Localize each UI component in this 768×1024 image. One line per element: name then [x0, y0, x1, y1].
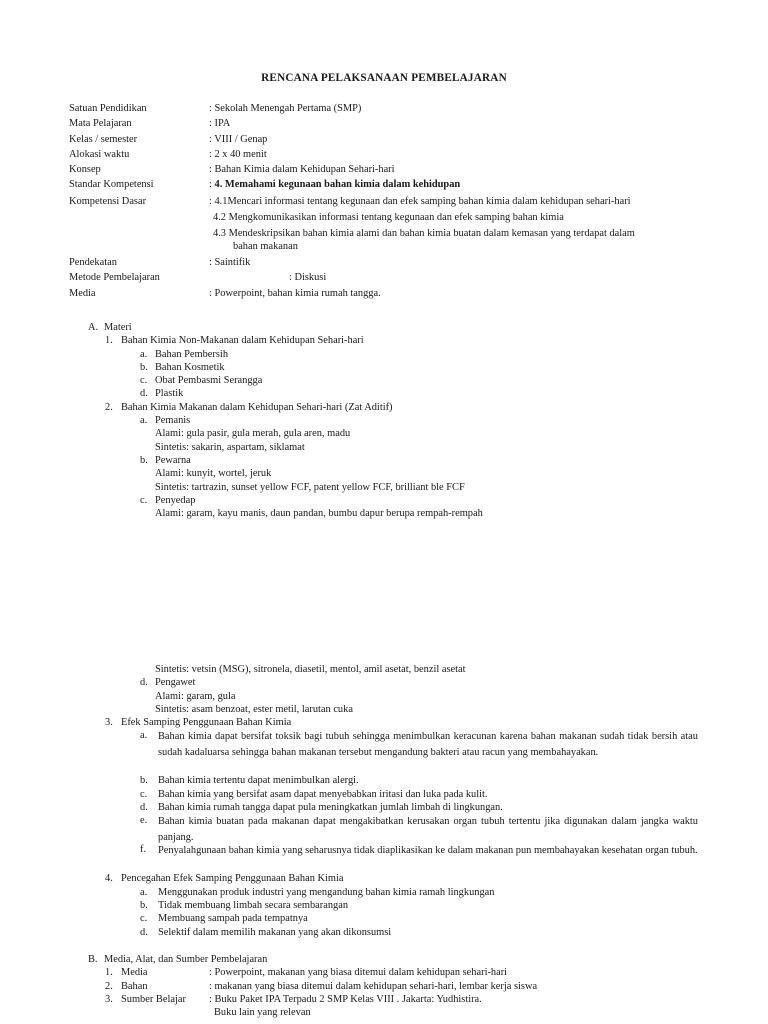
- info-row: Alokasi waktu : 2 x 40 menit: [69, 148, 267, 160]
- kd-item: 4.2 Mengkomunikasikan informasi tentang kegunaan dan efek samping bahan kimia: [213, 211, 564, 223]
- info-row: Konsep : Bahan Kimia dalam Kehidupan Sehari-hari: [69, 164, 395, 176]
- list-item: Sintetis: asam benzoat, ester metil, larutan cuka: [155, 703, 353, 715]
- list-item: 3. Efek Samping Penggunaan Bahan Kimia: [105, 717, 292, 729]
- list-item: 4. Pencegahan Efek Samping Penggunaan Bahan Kimia: [105, 873, 344, 885]
- list-item: a. Bahan Pembersih: [140, 348, 229, 360]
- info-row: Pendekatan : Saintifik: [69, 256, 251, 268]
- info-row-standar-kompetensi: Standar Kompetensi : 4. Memahami kegunaan bahan kimia dalam kehidupan: [69, 179, 461, 191]
- section-heading: A. Materi: [88, 322, 132, 333]
- info-row: Kelas / semester : VIII / Genap: [69, 133, 268, 145]
- list-item: Alami: garam, kayu manis, daun pandan, bumbu dapur berupa rempah-rempah: [155, 508, 483, 520]
- list-item: a. Bahan kimia dapat bersifat toksik bagi tubuh sehingga menimbulkan keracunan karena bahan makanan sudah tidak bersih atau sudah kadaluarsa sehingga bahan makanan tersebut mengandung bakteri atau racun yang membahayakan.: [140, 730, 698, 758]
- list-item: 3. Sumber Belajar : Buku Paket IPA Terpadu 2 SMP Kelas VIII . Jakarta: Yudhistira.: [105, 993, 482, 1005]
- kd-item-cont: bahan makanan: [233, 240, 298, 252]
- list-item: Sintetis: sakarin, aspartam, siklamat: [155, 441, 305, 453]
- section-heading: B. Media, Alat, dan Sumber Pembelajaran: [88, 954, 268, 965]
- list-item: Alami: gula pasir, gula merah, gula aren, madu: [155, 428, 351, 440]
- list-item: Alami: garam, gula: [155, 690, 236, 702]
- list-item: 1. Bahan Kimia Non-Makanan dalam Kehidupan Sehari-hari: [105, 335, 364, 347]
- list-item: Alami: kunyit, wortel, jeruk: [155, 468, 272, 480]
- list-item: b. Bahan kimia tertentu dapat menimbulkan alergi.: [140, 775, 359, 787]
- list-item: 2. Bahan : makanan yang biasa ditemui dalam kehidupan sehari-hari, lembar kerja siswa: [105, 980, 538, 992]
- info-row: Metode Pembelajaran : Diskusi: [69, 272, 327, 284]
- list-item: c. Penyedap: [140, 494, 196, 506]
- info-row: Mata Pelajaran : IPA: [69, 118, 231, 130]
- list-item: Sintetis: vetsin (MSG), sitronela, diasetil, mentol, amil asetat, benzil asetat: [155, 664, 466, 675]
- section-a-materi: [88, 321, 708, 520]
- list-item: b. Tidak membuang limbah secara sembarangan: [140, 899, 349, 911]
- list-item: c. Obat Pembasmi Serangga: [140, 375, 263, 387]
- list-item: d. Pengawet: [140, 677, 196, 689]
- list-item: d. Bahan kimia rumah tangga dapat pula meningkatkan jumlah limbah di lingkungan.: [140, 802, 503, 814]
- list-item: b. Pewarna: [140, 454, 191, 466]
- section-b-media: [88, 953, 708, 1019]
- list-item: a. Menggunakan produk industri yang mengandung bahan kimia ramah lingkungan: [140, 886, 495, 898]
- list-item: 2. Bahan Kimia Makanan dalam Kehidupan Sehari-hari (Zat Aditif): [105, 401, 393, 413]
- section-a-continued: [88, 663, 708, 939]
- list-item: 1. Media : Powerpoint, makanan yang biasa ditemui dalam kehidupan sehari-hari: [105, 967, 508, 979]
- list-item: b. Bahan Kosmetik: [140, 361, 225, 373]
- list-item: Buku lain yang relevan: [214, 1007, 311, 1019]
- list-item: Sintetis: tartrazin, sunset yellow FCF, patent yellow FCF, brilliant ble FCF: [155, 481, 465, 493]
- list-item: f. Penyalahgunaan bahan kimia yang seharusnya tidak diaplikasikan ke dalam makanan pun membahayakan kesehatan organ tubuh.: [140, 844, 698, 857]
- kd-item: 4.3 Mendeskripsikan bahan kimia alami dan bahan kimia buatan dalam kemasan yang terdapat dalam: [213, 227, 635, 239]
- info-row: Satuan Pendidikan : Sekolah Menengah Pertama (SMP): [69, 103, 362, 114]
- info-row: Media : Powerpoint, bahan kimia rumah tangga.: [69, 287, 381, 299]
- list-item: d. Plastik: [140, 388, 184, 400]
- kompetensi-dasar: Kompetensi Dasar : 4.1Mencari informasi tentang kegunaan dan efek samping bahan kimia dalam kehidupan sehari-hari: [69, 196, 631, 208]
- list-item: d. Selektif dalam memilih makanan yang akan dikonsumsi: [140, 926, 392, 938]
- list-item: c. Membuang sampah pada tempatnya: [140, 913, 308, 925]
- list-item: e. Bahan kimia buatan pada makanan dapat mengakibatkan kerusakan organ tubuh tertentu jika digunakan dalam jangka waktu panjang.: [140, 815, 698, 843]
- header-info: [69, 102, 709, 302]
- list-item: a. Pemanis: [140, 415, 191, 427]
- list-item: c. Bahan kimia yang bersifat asam dapat menyebabkan iritasi dan luka pada kulit.: [140, 788, 488, 800]
- document-title: RENCANA PELAKSANAAN PEMBELAJARAN: [261, 72, 507, 84]
